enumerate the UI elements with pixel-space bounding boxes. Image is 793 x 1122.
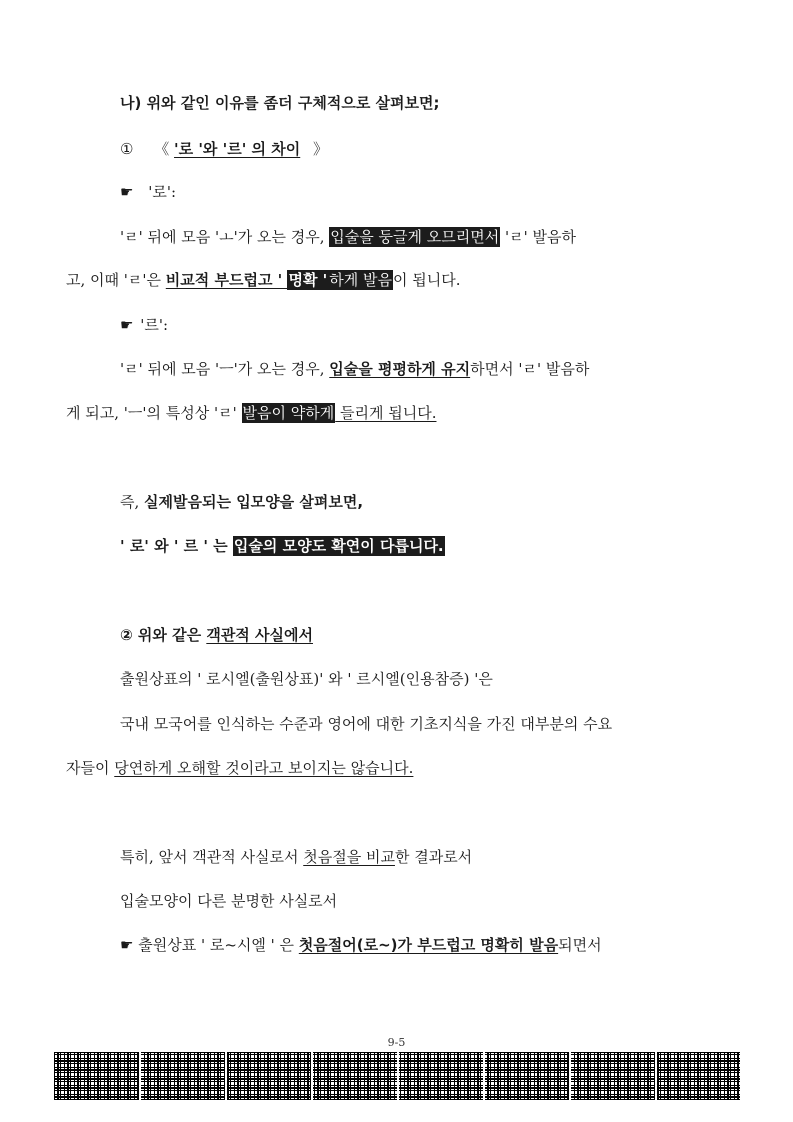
barcode-separator [483,1052,485,1100]
document-barcode [54,1052,740,1100]
item2-line1: 출원상표의 ' 로시엘(출원상표)' 와 ' 르시엘(인용참증) '은 [120,670,493,688]
notably-line2: 입술모양이 다른 분명한 사실로서 [120,892,338,910]
item1-number: ① [120,140,134,158]
reu-text: 'ㄹ' 뒤에 모음 'ㅡ'가 오는 경우, [120,360,330,378]
page-number: 9-5 [387,1036,406,1049]
item2-underlined-text: 당연하게 오해할 것이라고 보이지는 않습니다. [114,759,414,777]
ro-highlight-bold: 명확 ' [288,271,328,289]
reu-label: '르': [140,316,169,334]
reu-bold-text: 입술을 평평하게 유지 [329,360,471,378]
notably-line1 [120,847,472,867]
pointing-hand-icon: ☛ [120,316,134,334]
ro-label: '로': [148,183,177,201]
summary-highlight: 입술의 모양도 확연이 다릅니다. [233,537,444,555]
reu-text: 게 되고, 'ㅡ'의 특성상 'ㄹ' [66,404,242,422]
reu-highlight: 발음이 약하게 [242,404,335,422]
reu-text: 하면서 'ㄹ' 발음하 [470,360,590,378]
notably-text: 특히, 앞서 객관적 사실로서 [120,848,304,866]
notably-line3 [120,935,602,955]
summary-bold-text: 실제발음되는 입모양을 살펴보면, [144,493,364,511]
ro-highlight: 입술을 둥글게 오므리면서 [330,228,500,246]
notably-bold-text: 첫음절어(로~)가 부드럽고 명확히 발음 [298,936,559,954]
notably-text: 출원상표 ' 로~시엘 ' 은 [133,936,299,954]
ro-label-line [120,182,176,202]
ro-text: 이 됩니다. [393,271,461,289]
pointing-hand-icon: ☛ [120,183,134,201]
notably-text: 한 결과로서 [394,848,473,866]
barcode-separator [311,1052,313,1100]
reu-label-line [120,315,168,335]
summary-bold-text: ' 로' 와 ' 르 ' 는 [120,537,233,555]
notably-underlined-text: 첫음절을 비교 [303,848,395,866]
ro-text: 'ㄹ' 발음하 [500,228,576,246]
barcode-separator [397,1052,399,1100]
item2-line2: 국내 모국어를 인식하는 수준과 영어에 대한 기초지식을 가진 대부분의 수요 [120,715,613,733]
barcode-separator [655,1052,657,1100]
summary-line1 [120,492,363,512]
reu-paragraph-line1 [120,359,589,379]
ro-paragraph-line2 [66,270,461,290]
section-heading: 나) 위와 같인 이유를 좀더 구체적으로 살펴보면; [120,94,440,112]
ro-text: 고, 이때 'ㄹ'은 [66,271,166,289]
barcode-separator [139,1052,141,1100]
item1-title: '로 '와 '르' 의 차이 [174,140,301,158]
reu-underlined-text: 들리게 됩니다. [335,404,437,422]
barcode-separator [569,1052,571,1100]
item2-heading-underlined: 객관적 사실에서 [206,626,313,644]
ro-text: 'ㄹ' 뒤에 모음 'ㅗ'가 오는 경우, [120,228,330,246]
summary-text: 즉, [120,493,145,511]
notably-text: 되면서 [558,936,602,954]
item2-text: 자들이 [66,759,115,777]
item1-title-line [120,139,328,159]
barcode-separator [225,1052,227,1100]
item2-heading-text: ② 위와 같은 [120,626,207,644]
ro-bold-text: 비교적 부드럽고 ' [165,271,288,289]
ro-highlight: 하게 발음 [329,271,393,289]
item1-close-bracket: 》 [313,140,329,158]
ro-paragraph-line1 [120,227,576,247]
pointing-hand-icon: ☛ [120,936,134,954]
reu-paragraph-line2 [66,403,436,423]
summary-line2 [120,536,445,556]
item2-heading [120,625,313,645]
item2-line3 [66,758,413,778]
item1-open-bracket: 《 [154,140,170,158]
